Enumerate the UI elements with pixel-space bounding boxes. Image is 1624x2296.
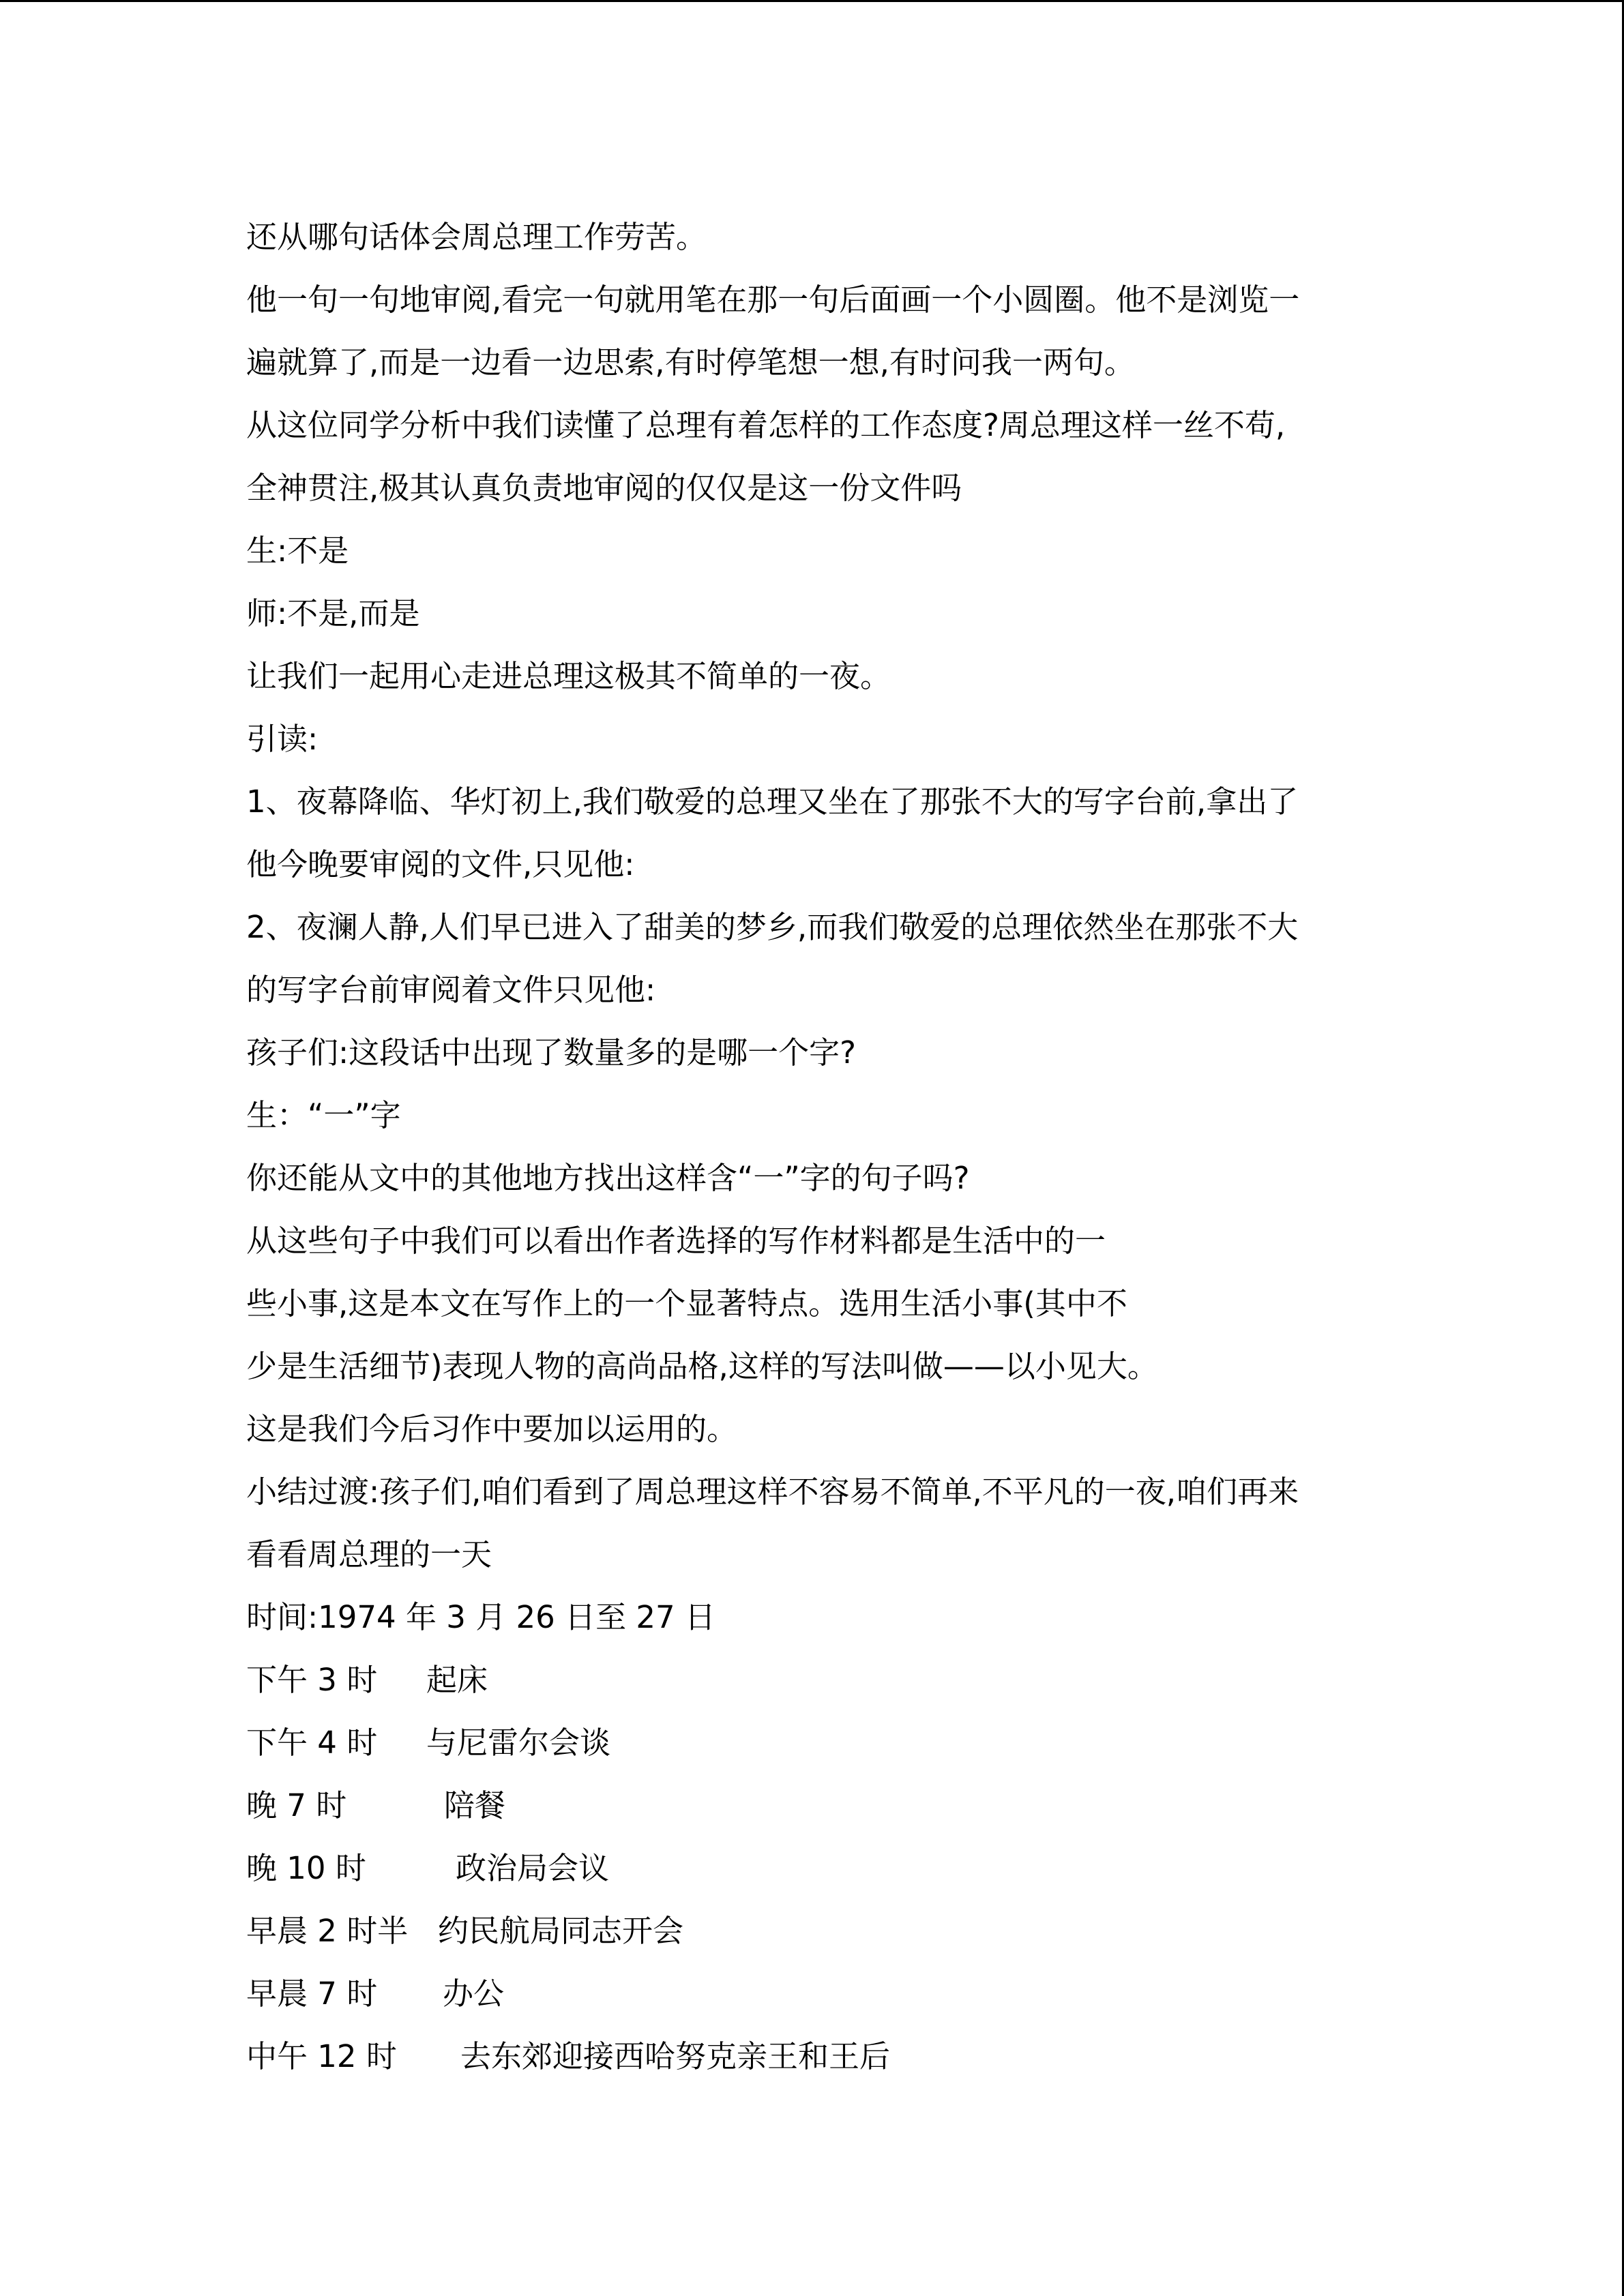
schedule-time: 晚 10 时 <box>246 1850 366 1886</box>
schedule-event: 约民航局同志开会 <box>438 1913 684 1949</box>
paragraph-line: 师:不是,而是 <box>246 595 420 631</box>
schedule-time: 下午 3 时 <box>246 1662 378 1698</box>
paragraph-line: 这是我们今后习作中要加以运用的。 <box>246 1411 738 1447</box>
paragraph-line: 1、夜幕降临、华灯初上,我们敬爱的总理又坐在了那张不大的写字台前,拿出了 <box>246 784 1299 820</box>
schedule-time: 早晨 2 时半 <box>246 1913 409 1949</box>
schedule-time: 晚 7 时 <box>246 1787 347 1823</box>
schedule-event: 去东郊迎接西哈努克亲王和王后 <box>460 2038 891 2074</box>
paragraph-line: 全神贯注,极其认真负责地审阅的仅仅是这一份文件吗 <box>246 470 962 506</box>
schedule-row <box>246 1837 1378 1900</box>
paragraph-line: 遍就算了,而是一边看一边思索,有时停笔想一想,有时问我一两句。 <box>246 344 1135 381</box>
paragraph-line: 孩子们:这段话中出现了数量多的是哪一个字? <box>246 1034 857 1071</box>
paragraph-line: 他今晚要审阅的文件,只见他: <box>246 846 635 882</box>
paragraph-line: 从这些句子中我们可以看出作者选择的写作材料都是生活中的一 <box>246 1223 1106 1259</box>
paragraph-line: 看看周总理的一天 <box>246 1536 492 1572</box>
paragraph-line: 少是生活细节)表现人物的高尚品格,这样的写法叫做——以小见大。 <box>246 1348 1158 1384</box>
schedule-row <box>246 2025 1378 2088</box>
paragraph-line: 2、夜澜人静,人们早已进入了甜美的梦乡,而我们敬爱的总理依然坐在那张不大 <box>246 909 1299 945</box>
paragraph-line: 的写字台前审阅着文件只见他: <box>246 972 656 1008</box>
schedule-event: 陪餐 <box>444 1787 506 1823</box>
paragraph-line: 还从哪句话体会周总理工作劳苦。 <box>246 219 707 255</box>
schedule-time: 早晨 7 时 <box>246 1976 378 2012</box>
paragraph-line: 小结过渡:孩子们,咱们看到了周总理这样不容易不简单,不平凡的一夜,咱们再来 <box>246 1474 1299 1510</box>
paragraph-line: 让我们一起用心走进总理这极其不简单的一夜。 <box>246 658 891 694</box>
document-body <box>246 206 1378 2088</box>
schedule-row <box>246 1712 1378 1774</box>
schedule-row <box>246 1649 1378 1712</box>
paragraph-line: 生:不是 <box>246 533 349 569</box>
schedule-event: 政治局会议 <box>456 1850 610 1886</box>
schedule-date-line: 时间:1974 年 3 月 26 日至 27 日 <box>246 1599 715 1635</box>
schedule-row <box>246 1963 1378 2025</box>
paragraph-line: 些小事,这是本文在写作上的一个显著特点。选用生活小事(其中不 <box>246 1285 1127 1322</box>
schedule-event: 与尼雷尔会谈 <box>426 1725 611 1761</box>
schedule-time: 下午 4 时 <box>246 1725 378 1761</box>
schedule-event: 起床 <box>426 1662 488 1698</box>
schedule-row <box>246 1900 1378 1963</box>
schedule-row <box>246 1774 1378 1837</box>
page-border-top <box>0 0 1624 2</box>
schedule-event: 办公 <box>443 1976 505 2012</box>
paragraph-line: 生：“一”字 <box>246 1097 401 1133</box>
paragraph-line: 你还能从文中的其他地方找出这样含“一”字的句子吗? <box>246 1160 970 1196</box>
paragraph-line: 他一句一句地审阅,看完一句就用笔在那一句后面画一个小圆圈。他不是浏览一 <box>246 282 1300 318</box>
paragraph-line: 从这位同学分析中我们读懂了总理有着怎样的工作态度?周总理这样一丝不苟, <box>246 407 1286 443</box>
schedule-time: 中午 12 时 <box>246 2038 397 2074</box>
paragraph-line: 引读: <box>246 721 319 757</box>
